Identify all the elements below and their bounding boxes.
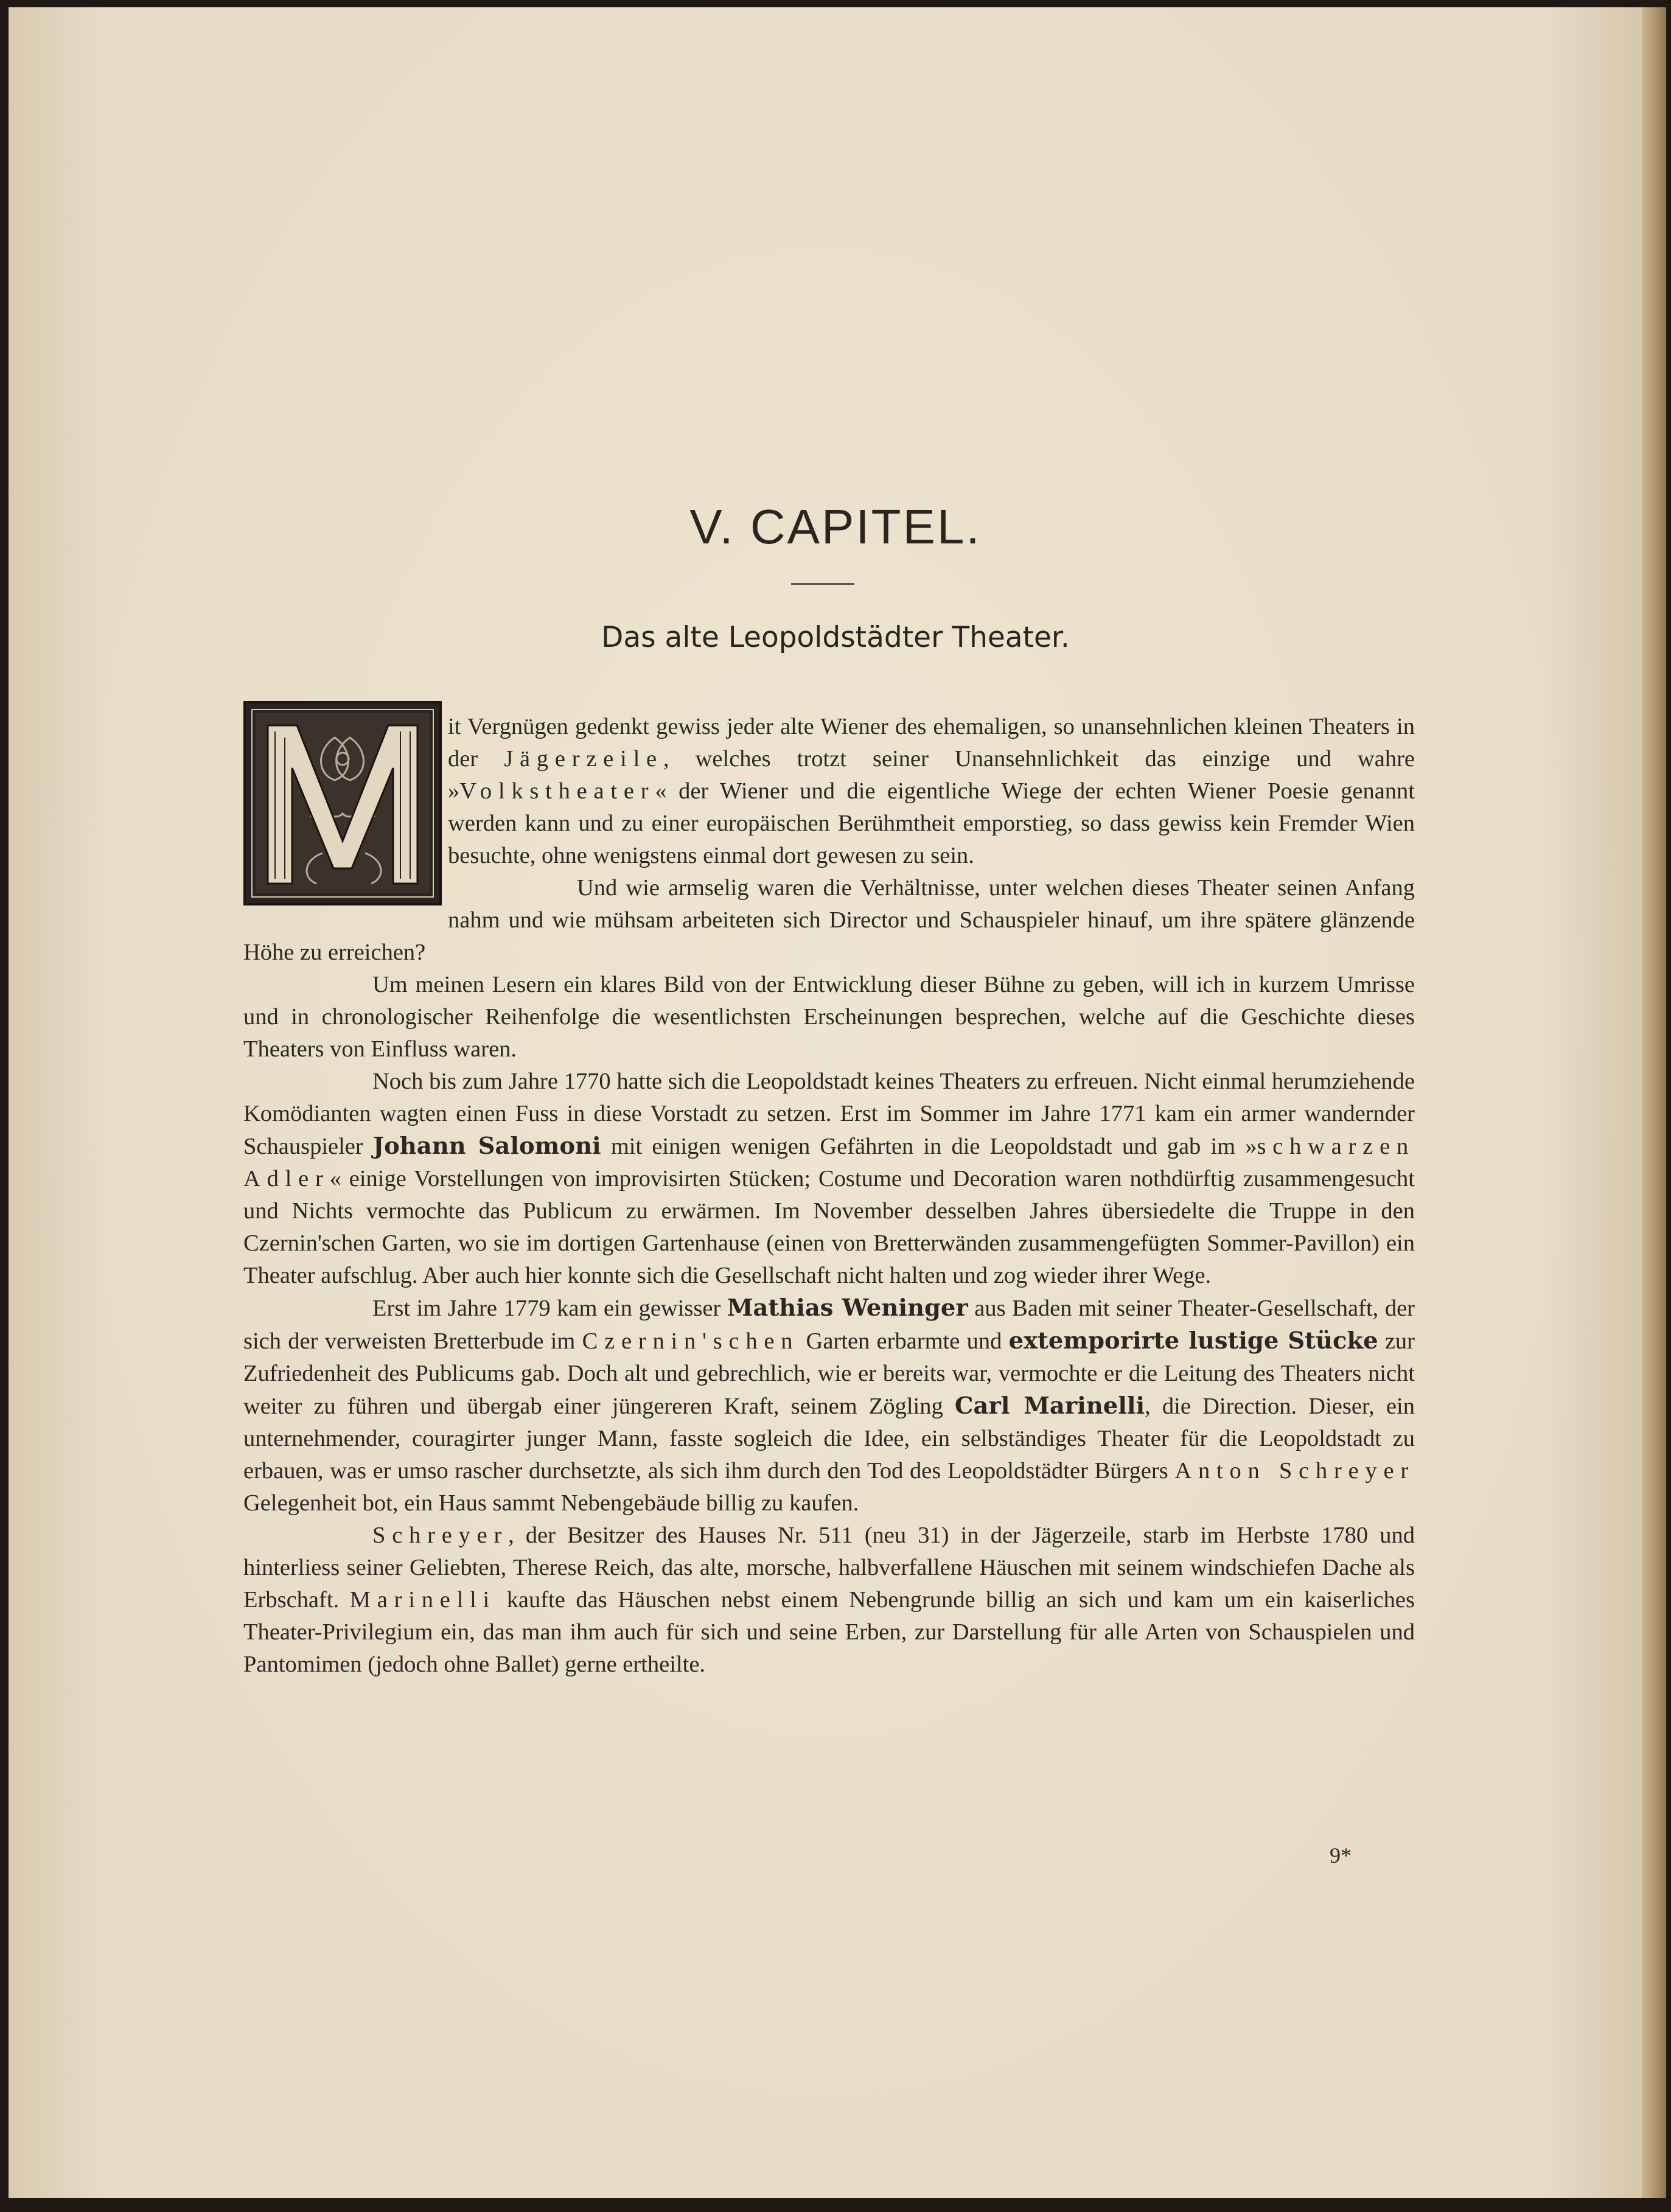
page-number: 9*: [1330, 1843, 1352, 1868]
name-mathias-weninger: Mathias Weninger: [727, 1294, 968, 1322]
chapter-title: V. CAPITEL.: [689, 500, 982, 554]
chapter-body: [243, 711, 1415, 1681]
chapter-subtitle: Das alte Leopoldstädter Theater.: [601, 621, 1070, 654]
paragraph-5: Erst im Jahre 1779 kam ein gewisser Mathias Weninger aus Baden mit seiner Theater-Gesellschaft, der sich der verweisten Bretterbude im Czernin'schen Garten erbarmte und extemporirte lustige Stücke zur Zufriedenheit des Publicums gab. Doch alt und gebrechlich, wie er bereits war, vermochte er die Leitung des Theaters nicht weiter zu führen und übergab einer jüngereren Kraft, seinem Zögling Carl Marinelli, die Direction. Dieser, ein unternehmender, couragirter junger Mann, fasste sogleich die Idee, ein selbständiges Theater für die Leopoldstadt zu erbauen, was er umso rascher durchsetzte, als sich ihm durch den Tod des Leopoldstädter Bürgers Anton Schreyer Gelegenheit bot, ein Haus sammt Nebengebäude billig zu kaufen.: [243, 1294, 1415, 1516]
paragraph-2: Und wie armselig waren die Verhältnisse, unter welchen dieses Theater seinen Anfang nahm und wie mühsam arbeiteten sich Director und Schauspieler hinauf, um ihre spätere glänzende Höhe zu erreichen?: [243, 875, 1415, 965]
page-stack-edge: [1642, 7, 1666, 2198]
paragraph-6: Schreyer, der Besitzer des Hauses Nr. 511 (neu 31) in der Jägerzeile, starb im Herbste 1780 und hinterliess seiner Geliebten, Therese Reich, das alte, morsche, halbverfallene Häuschen mit seinem windschiefen Dache als Erbschaft. Marinelli kaufte das Häuschen nebst einem Nebengrunde billig an sich und kam um ein kaiserliches Theater-Privilegium ein, das man ihm auch für sich und seine Erben, zur Darstellung für alle Arten von Schauspielen und Pantomimen (jedoch ohne Ballet) gerne ertheilte.: [243, 1523, 1415, 1677]
paragraph-1: it Vergnügen gedenkt gewiss jeder alte Wiener des ehemaligen, so unansehnlichen kleinen Theaters in der Jägerzeile, welches trotzt seiner Unansehnlichkeit das einzige und wahre »Volkstheater« der Wiener und die eigentliche Wiege der echten Wiener Poesie genannt werden kann und zu einer europäischen Berühmtheit emporstieg, so dass gewiss kein Fremder Wien besuchte, ohne wenigstens einmal dort gewesen zu sein.: [448, 714, 1415, 868]
paragraph-4: Noch bis zum Jahre 1770 hatte sich die Leopoldstadt keines Theaters zu erfreuen. Nicht einmal herumziehende Komödianten wagten einen Fuss in diese Vorstadt zu setzen. Erst im Sommer im Jahre 1771 kam ein armer wandernder Schauspieler Johann Salomoni mit einigen wenigen Gefährten in die Leopoldstadt und gab im »schwarzen Adler« einige Vorstellungen von improvisirten Stücken; Costume und Decoration waren nothdürftig zusammengesucht und Nichts vermochte das Publicum zu erwärmen. Im November desselben Jahres übersiedelte die Truppe in den Czernin'schen Garten, wo sie im dortigen Gartenhause (einen von Bretterwänden zusammengefügten Sommer-Pavillon) ein Theater aufschlug. Aber auch hier konnte sich die Gesellschaft nicht halten und zog wieder ihrer Wege.: [243, 1069, 1415, 1288]
paragraph-3: Um meinen Lesern ein klares Bild von der Entwicklung dieser Bühne zu geben, will ich in kurzem Umrisse und in chronologischer Reihenfolge die wesentlichsten Erscheinungen besprechen, welche auf die Geschichte dieses Theaters von Einfluss waren.: [243, 972, 1415, 1062]
title-divider: [791, 583, 854, 585]
name-carl-marinelli: Carl Marinelli: [954, 1392, 1145, 1420]
name-johann-salomoni: Johann Salomoni: [372, 1132, 601, 1160]
